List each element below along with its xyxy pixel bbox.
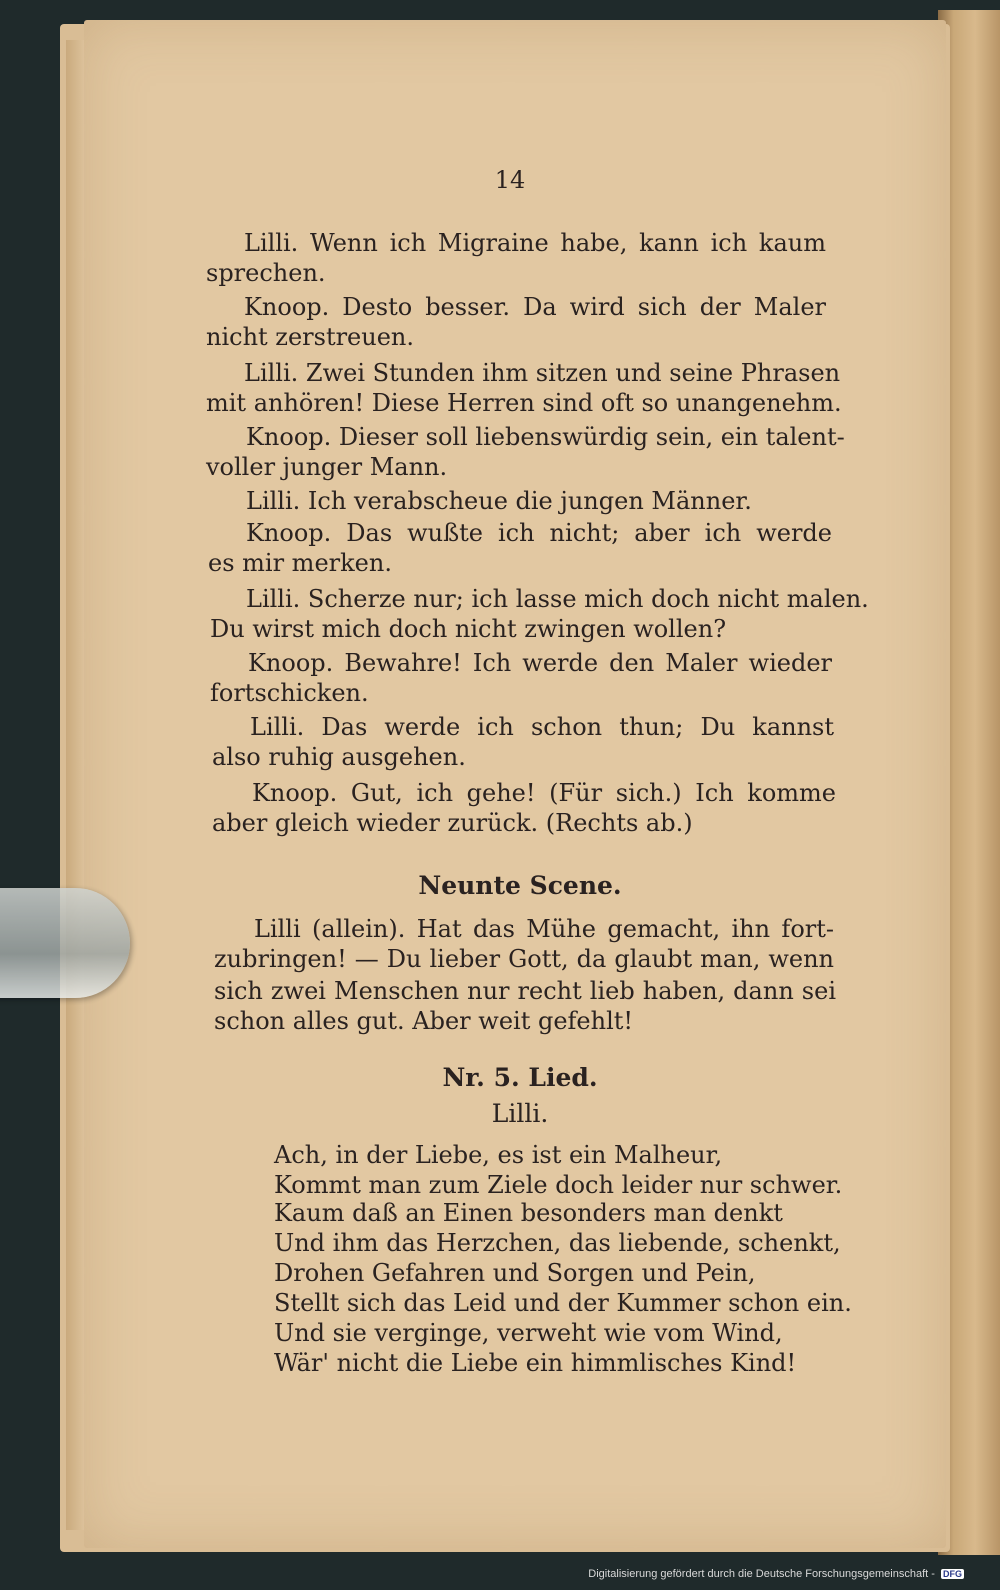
song-singer: Lilli. <box>491 1099 549 1128</box>
dialogue-line: Lilli. Zwei Stunden ihm sitzen und seine Phrasen <box>244 359 841 387</box>
dfg-logo: DFG <box>943 1569 962 1579</box>
scene-line: schon alles gut. Aber weit gefehlt! <box>214 1007 634 1035</box>
dialogue-line: nicht zerstreuen. <box>206 323 415 351</box>
dialogue-line: Knoop. Bewahre! Ich werde den Maler wieder <box>248 649 832 677</box>
dialogue-line: fortschicken. <box>210 679 369 707</box>
dialogue-line: voller junger Mann. <box>206 453 448 481</box>
dialogue-line: Lilli. Das werde ich schon thun; Du kannst <box>250 713 834 741</box>
scene-line: Lilli (allein). Hat das Mühe gemacht, ihn fort- <box>254 915 834 943</box>
scene-heading: Neunte Scene. <box>418 871 622 900</box>
scene-line: sich zwei Menschen nur recht lieb haben, dann sei <box>214 977 836 1005</box>
dialogue-line: Lilli. Ich verabscheue die jungen Männer. <box>246 487 752 515</box>
song-line: Kommt man zum Ziele doch leider nur schwer. <box>274 1171 843 1199</box>
dialogue-line: Knoop. Dieser soll liebenswürdig sein, ein talent- <box>246 423 845 451</box>
dialogue-line: Knoop. Das wußte ich nicht; aber ich werde <box>246 519 832 547</box>
song-line: Ach, in der Liebe, es ist ein Malheur, <box>274 1141 723 1169</box>
song-line: Drohen Gefahren und Sorgen und Pein, <box>274 1259 756 1287</box>
dialogue-line: Knoop. Gut, ich gehe! (Für sich.) Ich komme <box>252 779 836 807</box>
scene-line: zubringen! — Du lieber Gott, da glaubt man, wenn <box>214 945 834 973</box>
dialogue-line: Lilli. Wenn ich Migraine habe, kann ich kaum <box>244 229 826 257</box>
song-line: Wär' nicht die Liebe ein himmlisches Kind! <box>274 1349 797 1377</box>
song-heading: Nr. 5. Lied. <box>442 1063 598 1092</box>
credit-text: Digitalisierung gefördert durch die Deutsche Forschungsgemeinschaft - <box>588 1568 935 1580</box>
dialogue-line: Lilli. Scherze nur; ich lasse mich doch nicht malen. <box>246 585 869 613</box>
dialogue-line: Knoop. Desto besser. Da wird sich der Maler <box>244 293 826 321</box>
dialogue-line: sprechen. <box>206 259 326 287</box>
song-line: Und sie verginge, verweht wie vom Wind, <box>274 1319 783 1347</box>
dialogue-line: es mir merken. <box>208 549 392 577</box>
digitization-credit <box>588 1568 964 1580</box>
song-line: Kaum daß an Einen besonders man denkt <box>274 1199 783 1227</box>
page-number: 14 <box>494 166 526 194</box>
song-line: Und ihm das Herzchen, das liebende, schenkt, <box>274 1229 841 1257</box>
song-line: Stellt sich das Leid und der Kummer schon ein. <box>274 1289 852 1317</box>
dialogue-line: mit anhören! Diese Herren sind oft so unangenehm. <box>206 389 842 417</box>
dialogue-line: also ruhig ausgehen. <box>212 743 466 771</box>
dialogue-line: aber gleich wieder zurück. (Rechts ab.) <box>212 809 693 837</box>
dialogue-line: Du wirst mich doch nicht zwingen wollen? <box>210 615 727 643</box>
